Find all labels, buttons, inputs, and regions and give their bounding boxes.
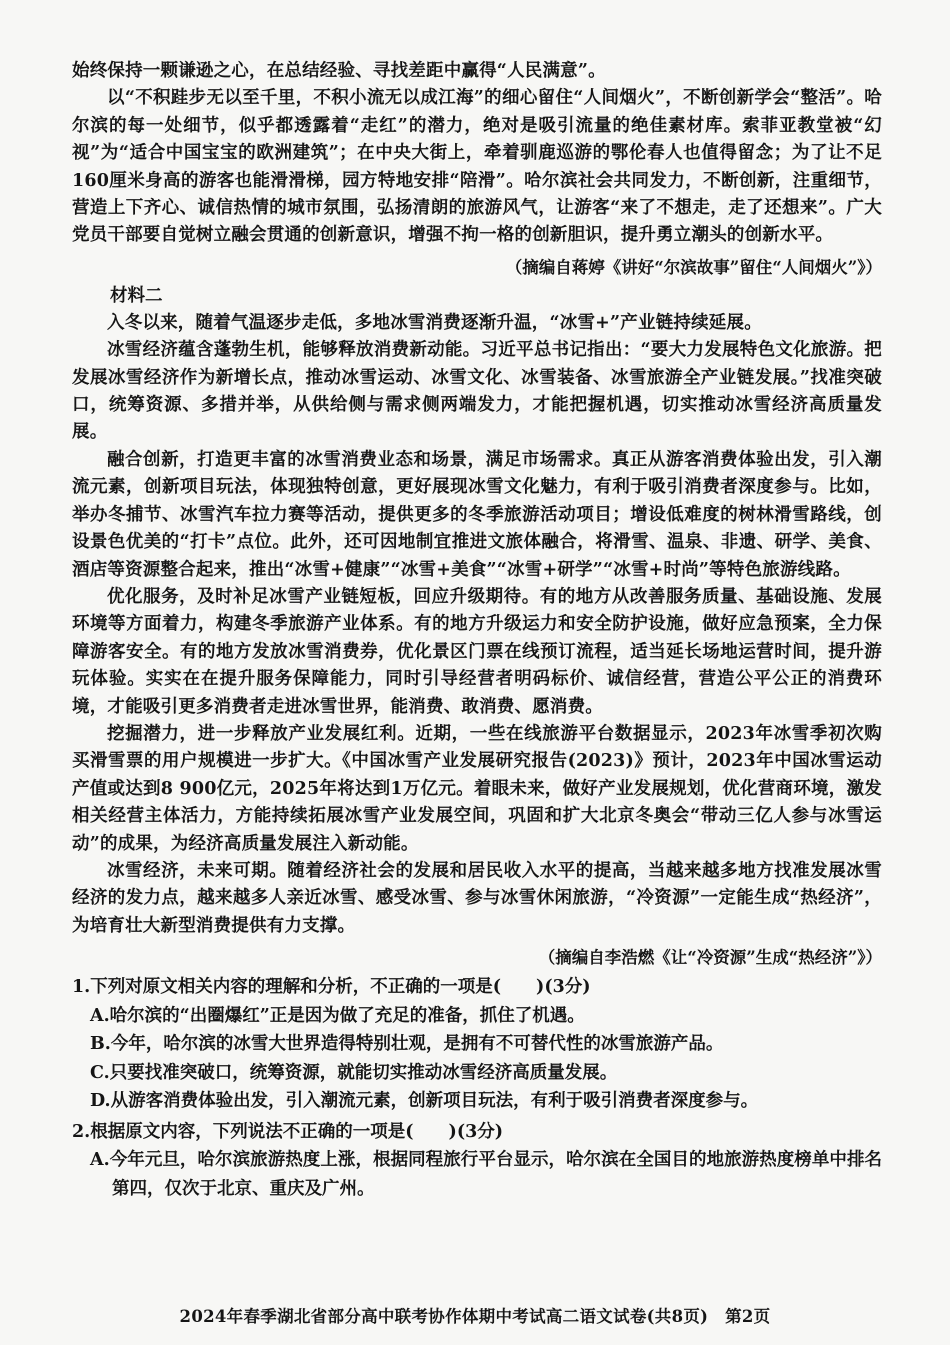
question-1 [72,973,882,1116]
question-2 [72,1118,882,1204]
passage2-paragraph-3: 融合创新，打造更丰富的冰雪消费业态和场景，满足市场需求。真正从游客消费体验出发，引入潮流元素，创新项目玩法，体现独特创意，更好展现冰雪文化魅力，有利于吸引消费者深度参与。比如，举办冬捕节、冰雪汽车拉力赛等活动，提供更多的冬季旅游活动项目；增设低难度的树林滑雪路线，创设景色优美的“打卡”点位。此外，还可因地制宜推进文旅体融合，将滑雪、温泉、非遗、研学、美食、酒店等资源整合起来，推出“冰雪+健康”“冰雪+美食”“冰雪+研学”“冰雪+时尚”等特色旅游线路。 [72,449,882,580]
question-1-option-a: A.哈尔滨的“出圈爆红”正是因为做了充足的准备，抓住了机遇。 [90,1005,585,1026]
passage2-paragraph-2: 冰雪经济蕴含蓬勃生机，能够释放消费新动能。习近平总书记指出：“要大力发展特色文化旅游。把发展冰雪经济作为新增长点，推动冰雪运动、冰雪文化、冰雪装备、冰雪旅游全产业链发展。”找准突破口，统筹资源、多措并举，从供给侧与需求侧两端发力，才能把握机遇，切实推动冰雪经济高质量发展。 [72,340,882,443]
passage1-source: （摘编自蒋婷《讲好“尔滨故事”留住“人间烟火”》） [505,257,882,277]
passage2-paragraph-4: 优化服务，及时补足冰雪产业链短板，回应升级期待。有的地方从改善服务质量、基础设施、发展环境等方面着力，构建冬季旅游产业体系。有的地方升级运力和安全防护设施，做好应急预案，全力保障游客安全。有的地方发放冰雪消费券，优化景区门票在线预订流程，适当延长场地运营时间，提升游玩体验。实实在在提升服务保障能力，同时引导经营者明码标价、诚信经营，营造公平公正的消费环境，才能吸引更多消费者走进冰雪世界，能消费、敢消费、愿消费。 [72,586,882,717]
page-footer: 2024年春季湖北省部分高中联考协作体期中考试高二语文试卷(共8页) 第2页 [179,1307,771,1326]
question-1-option-d: D.从游客消费体验出发，引入潮流元素，创新项目玩法，有利于吸引消费者深度参与。 [90,1091,759,1112]
passage2-paragraph-5: 挖掘潜力，进一步释放产业发展红利。近期，一些在线旅游平台数据显示，2023年冰雪季初次购买滑雪票的用户规模进一步扩大。《中国冰雪产业发展研究报告(2023)》预计，2023年中国冰雪运动产值或达到8 900亿元，2025年将达到1万亿元。着眼未来，做好产业发展规划，优化营商环境，激发相关经营主体活力，方能持续拓展冰雪产业发展空间，巩固和扩大北京冬奥会“带动三亿人参与冰雪运动”的成果，为经济高质量发展注入新动能。 [72,723,882,854]
material-two-heading: 材料二 [110,285,163,306]
passage2-paragraph-6: 冰雪经济，未来可期。随着经济社会的发展和居民收入水平的提高，当越来越多地方找准发展冰雪经济的发力点，越来越多人亲近冰雪、感受冰雪、参与冰雪休闲旅游，“冷资源”一定能生成“热经济”，为培育壮大新型消费提供有力支撑。 [72,860,882,936]
question-2-stem: 2.根据原文内容，下列说法不正确的一项是( )(3分) [72,1121,504,1142]
question-1-option-b: B.今年，哈尔滨的冰雪大世界造得特别壮观，是拥有不可替代性的冰雪旅游产品。 [90,1034,724,1055]
question-1-stem: 1.下列对原文相关内容的理解和分析，不正确的一项是( )(3分) [72,977,591,998]
passage1-paragraph-end: 始终保持一颗谦逊之心，在总结经验、寻找差距中赢得“人民满意”。 [72,61,606,81]
passage1-paragraph: 以“不积跬步无以至千里，不积小流无以成江海”的细心留住“人间烟火”，不断创新学会“整活”。哈尔滨的每一处细节，似乎都透露着“走红”的潜力，绝对是吸引流量的绝佳素材库。索菲亚教堂被“幻视”为“适合中国宝宝的欧洲建筑”；在中央大街上，牵着驯鹿巡游的鄂伦春人也值得留念；为了让不足160厘米身高的游客也能滑滑梯，园方特地安排“陪滑”。哈尔滨社会共同发力，不断创新，注重细节，营造上下齐心、诚信热情的城市氛围，弘扬清朗的旅游风气，让游客“来了不想走，走了还想来”。广大党员干部要自觉树立融会贯通的创新意识，增强不拘一格的创新胆识，提升勇立潮头的创新水平。 [72,88,882,246]
question-2-option-a: A.今年元旦，哈尔滨旅游热度上涨，根据同程旅行平台显示，哈尔滨在全国目的地旅游热度榜单中排名第四，仅次于北京、重庆及广州。 [90,1150,882,1199]
question-1-option-c: C.只要找准突破口，统筹资源，就能切实推动冰雪经济高质量发展。 [90,1062,618,1083]
passage2-source: （摘编自李浩燃《让“冷资源”生成“热经济”》） [538,948,882,968]
passage2-paragraph-1: 入冬以来，随着气温逐步走低，多地冰雪消费逐渐升温，“冰雪+”产业链持续延展。 [107,312,762,333]
